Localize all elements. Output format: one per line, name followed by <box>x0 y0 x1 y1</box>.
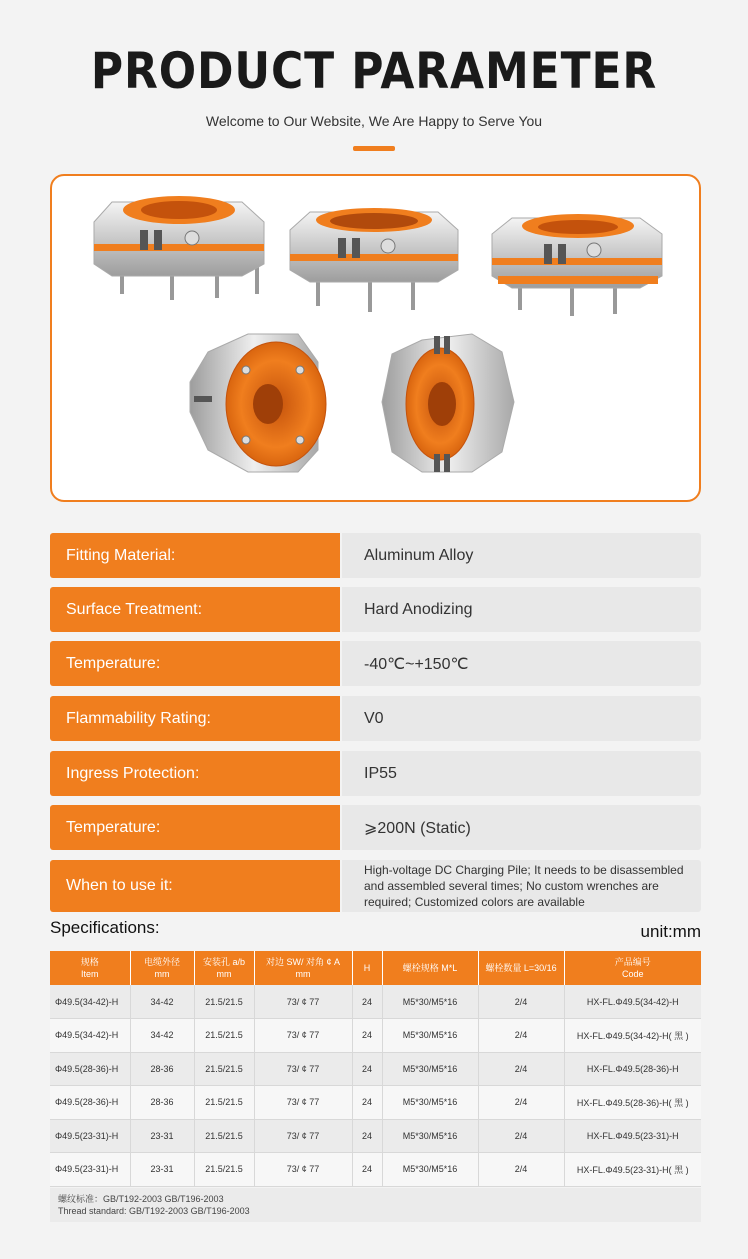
table-cell: 73/ ¢ 77 <box>254 1019 352 1053</box>
table-cell: HX-FL.Φ49.5(23-31)-H <box>564 1119 701 1153</box>
page-title: PRODUCT PARAMETER <box>90 42 658 100</box>
table-cell: Φ49.5(28-36)-H <box>50 1052 130 1086</box>
footnote-en: Thread standard: GB/T192-2003 GB/T196-2003 <box>58 1206 250 1216</box>
column-header: 螺栓数量 L=30/16 <box>478 951 564 985</box>
table-cell: 24 <box>352 985 382 1019</box>
param-label: Surface Treatment: <box>50 587 340 632</box>
table-cell: Φ49.5(28-36)-H <box>50 1086 130 1120</box>
table-cell: 24 <box>352 1086 382 1120</box>
table-row <box>50 1086 701 1120</box>
param-value: ⩾200N (Static) <box>342 805 701 850</box>
table-cell: HX-FL.Φ49.5(34-42)-H <box>564 985 701 1019</box>
table-cell: HX-FL.Φ49.5(23-31)-H( 黑 ) <box>564 1153 701 1187</box>
param-value: -40℃~+150℃ <box>342 641 701 686</box>
column-header: H <box>352 951 382 985</box>
param-row-surface-treatment <box>50 587 701 632</box>
table-row <box>50 1153 701 1187</box>
param-label: Flammability Rating: <box>50 696 340 741</box>
param-value: IP55 <box>342 751 701 796</box>
table-cell: 73/ ¢ 77 <box>254 1119 352 1153</box>
table-cell: Φ49.5(23-31)-H <box>50 1119 130 1153</box>
table-cell: 34-42 <box>130 985 194 1019</box>
table-cell: 2/4 <box>478 1052 564 1086</box>
table-cell: 21.5/21.5 <box>194 1153 254 1187</box>
table-cell: 73/ ¢ 77 <box>254 1052 352 1086</box>
table-cell: 28-36 <box>130 1052 194 1086</box>
param-row-ingress-protection <box>50 751 701 796</box>
param-label: Temperature: <box>50 641 340 686</box>
title-accent-divider <box>353 146 395 151</box>
specifications-table <box>50 951 701 1187</box>
fitting-top-left <box>94 196 264 300</box>
column-header: 对边 SW/ 对角 ¢ A mm <box>254 951 352 985</box>
fitting-top-right <box>492 214 662 316</box>
thread-standard-note <box>50 1188 701 1222</box>
table-cell: HX-FL.Φ49.5(34-42)-H( 黑 ) <box>564 1019 701 1053</box>
table-cell: 21.5/21.5 <box>194 985 254 1019</box>
table-cell: M5*30/M5*16 <box>382 1086 478 1120</box>
page-subtitle: Welcome to Our Website, We Are Happy to Serve You <box>205 113 543 129</box>
table-cell: 23-31 <box>130 1153 194 1187</box>
table-cell: HX-FL.Φ49.5(28-36)-H <box>564 1052 701 1086</box>
param-row-flammability-rating <box>50 696 701 741</box>
table-row <box>50 1119 701 1153</box>
table-cell: M5*30/M5*16 <box>382 1019 478 1053</box>
table-cell: Φ49.5(34-42)-H <box>50 1019 130 1053</box>
table-cell: 2/4 <box>478 1119 564 1153</box>
table-cell: 2/4 <box>478 1086 564 1120</box>
param-value: Hard Anodizing <box>342 587 701 632</box>
table-cell: M5*30/M5*16 <box>382 1052 478 1086</box>
table-cell: 21.5/21.5 <box>194 1019 254 1053</box>
param-label: When to use it: <box>50 860 340 912</box>
table-cell: 24 <box>352 1153 382 1187</box>
column-header: 安装孔 a/b mm <box>194 951 254 985</box>
fitting-top-middle <box>290 208 458 312</box>
table-cell: 2/4 <box>478 1019 564 1053</box>
table-cell: 73/ ¢ 77 <box>254 985 352 1019</box>
table-cell: 24 <box>352 1052 382 1086</box>
column-header: 产品编号 Code <box>564 951 701 985</box>
table-cell: 24 <box>352 1119 382 1153</box>
param-label: Ingress Protection: <box>50 751 340 796</box>
table-cell: 24 <box>352 1019 382 1053</box>
table-cell: M5*30/M5*16 <box>382 1153 478 1187</box>
unit-label: unit:mm <box>640 922 701 941</box>
table-cell: 2/4 <box>478 985 564 1019</box>
table-cell: 21.5/21.5 <box>194 1119 254 1153</box>
table-cell: M5*30/M5*16 <box>382 1119 478 1153</box>
param-row-temperature <box>50 641 701 686</box>
table-cell: 73/ ¢ 77 <box>254 1086 352 1120</box>
table-cell: M5*30/M5*16 <box>382 985 478 1019</box>
specifications-title: Specifications: <box>50 918 160 937</box>
fitting-bottom-left <box>190 334 326 472</box>
table-row <box>50 985 701 1019</box>
product-illustration <box>52 176 699 500</box>
param-row-temperature-static <box>50 805 701 850</box>
table-cell: 34-42 <box>130 1019 194 1053</box>
table-cell: 2/4 <box>478 1153 564 1187</box>
param-label: Temperature: <box>50 805 340 850</box>
table-cell: Φ49.5(23-31)-H <box>50 1153 130 1187</box>
table-cell: 21.5/21.5 <box>194 1052 254 1086</box>
table-cell: 73/ ¢ 77 <box>254 1153 352 1187</box>
table-row <box>50 1052 701 1086</box>
table-cell: HX-FL.Φ49.5(28-36)-H( 黑 ) <box>564 1086 701 1120</box>
table-cell: 28-36 <box>130 1086 194 1120</box>
param-value: V0 <box>342 696 701 741</box>
param-row-when-to-use <box>50 860 701 912</box>
product-photo <box>50 174 701 502</box>
footnote-cn: 螺纹标准：GB/T192-2003 GB/T196-2003 <box>58 1194 224 1204</box>
param-value: High-voltage DC Charging Pile; It needs to be disassembled and assembled several times; No custom wrenches are required; Customized colors are available <box>342 860 701 912</box>
table-cell: Φ49.5(34-42)-H <box>50 985 130 1019</box>
column-header: 电缆外径 mm <box>130 951 194 985</box>
param-label: Fitting Material: <box>50 533 340 578</box>
fitting-bottom-right <box>382 334 514 472</box>
table-cell: 21.5/21.5 <box>194 1086 254 1120</box>
table-header-row <box>50 951 701 985</box>
column-header: 螺栓规格 M*L <box>382 951 478 985</box>
param-value: Aluminum Alloy <box>342 533 701 578</box>
table-cell: 23-31 <box>130 1119 194 1153</box>
param-row-fitting-material <box>50 533 701 578</box>
column-header: 规格 Item <box>50 951 130 985</box>
table-row <box>50 1019 701 1053</box>
